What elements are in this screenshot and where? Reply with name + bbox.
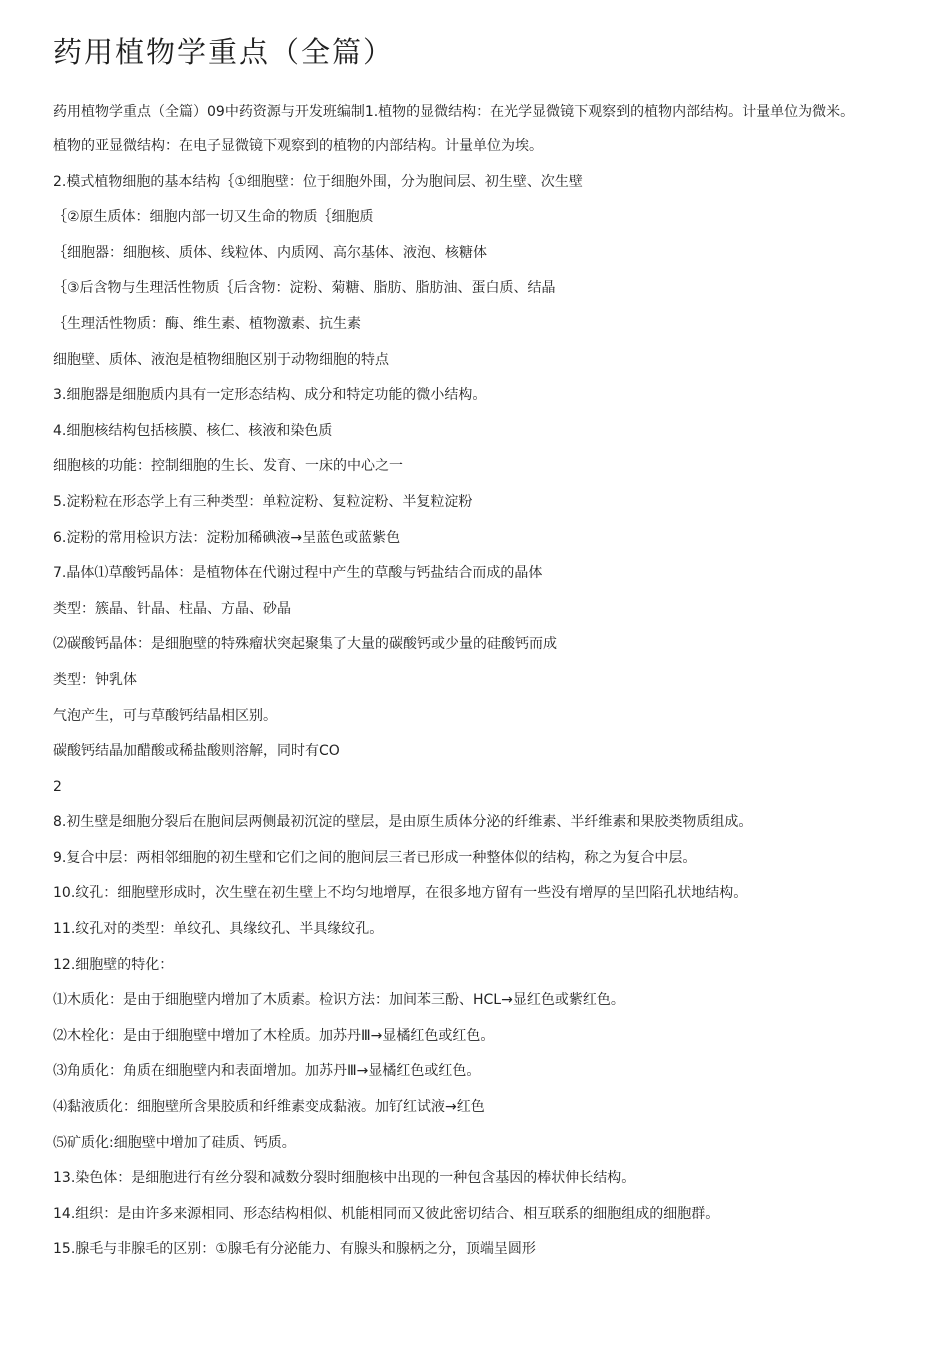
- paragraph: 15.腺毛与非腺毛的区别：①腺毛有分泌能力、有腺头和腺柄之分，顶端呈圆形: [53, 1241, 536, 1258]
- paragraph: 7.晶体⑴草酸钙晶体：是植物体在代谢过程中产生的草酸与钙盐结合而成的晶体: [53, 565, 543, 582]
- paragraph: ⑴木质化：是由于细胞壁内增加了木质素。检识方法：加间苯三酚、HCL→显红色或紫红色。: [53, 992, 625, 1009]
- paragraph: ｛生理活性物质：酶、维生素、植物激素、抗生素: [53, 315, 361, 332]
- paragraph: 5.淀粉粒在形态学上有三种类型：单粒淀粉、复粒淀粉、半复粒淀粉: [53, 493, 473, 510]
- document-body: [53, 103, 908, 1275]
- paragraph: ｛②原生质体：细胞内部一切又生命的物质｛细胞质: [53, 209, 374, 226]
- document-title: 药用植物学重点（全篇）: [53, 35, 395, 69]
- paragraph: ｛③后含物与生理活性物质｛后含物：淀粉、菊糖、脂肪、脂肪油、蛋白质、结晶: [53, 280, 556, 297]
- paragraph: 6.淀粉的常用检识方法：淀粉加稀碘液→呈蓝色或蓝紫色: [53, 529, 401, 546]
- paragraph: ⑶角质化：角质在细胞壁内和表面增加。加苏丹Ⅲ→显橘红色或红色。: [53, 1063, 481, 1080]
- paragraph: 细胞壁、质体、液泡是植物细胞区别于动物细胞的特点: [53, 351, 389, 368]
- paragraph: 12.细胞壁的特化：: [53, 956, 174, 973]
- paragraph: 药用植物学重点（全篇）09中药资源与开发班编制1.植物的显微结构：在光学显微镜下观察到的植物内部结构。计量单位为微米。: [53, 104, 855, 120]
- paragraph: ⑵木栓化：是由于细胞壁中增加了木栓质。加苏丹Ⅲ→显橘红色或红色。: [53, 1027, 495, 1044]
- paragraph: ｛细胞器：细胞核、质体、线粒体、内质网、高尔基体、液泡、核糖体: [53, 244, 487, 261]
- paragraph: 气泡产生，可与草酸钙结晶相区别。: [53, 707, 277, 724]
- paragraph: ⑸矿质化:细胞壁中增加了硅质、钙质。: [53, 1134, 296, 1151]
- paragraph: 碳酸钙结晶加醋酸或稀盐酸则溶解，同时有CO: [53, 743, 340, 760]
- paragraph: 类型：簇晶、针晶、柱晶、方晶、砂晶: [53, 600, 291, 617]
- paragraph: 2.模式植物细胞的基本结构｛①细胞壁：位于细胞外围，分为胞间层、初生壁、次生壁: [53, 173, 583, 190]
- paragraph: ⑷黏液质化：细胞壁所含果胶质和纤维素变成黏液。加钌红试液→红色: [53, 1099, 485, 1116]
- paragraph: 13.染色体：是细胞进行有丝分裂和减数分裂时细胞核中出现的一种包含基因的棒状伸长结构。: [53, 1170, 636, 1187]
- paragraph: 10.纹孔：细胞壁形成时，次生壁在初生壁上不均匀地增厚，在很多地方留有一些没有增厚的呈凹陷孔状地结构。: [53, 885, 748, 902]
- paragraph: 类型：钟乳体: [53, 671, 137, 688]
- paragraph: 4.细胞核结构包括核膜、核仁、核液和染色质: [53, 422, 333, 439]
- paragraph: 14.组织：是由许多来源相同、形态结构相似、机能相同而又彼此密切结合、相互联系的细胞组成的细胞群。: [53, 1205, 720, 1222]
- paragraph: 细胞核的功能：控制细胞的生长、发育、一床的中心之一: [53, 458, 403, 475]
- paragraph: 3.细胞器是细胞质内具有一定形态结构、成分和特定功能的微小结构。: [53, 387, 487, 404]
- paragraph: 植物的亚显微结构：在电子显微镜下观察到的植物的内部结构。计量单位为埃。: [53, 138, 543, 154]
- paragraph: 11.纹孔对的类型：单纹孔、具缘纹孔、半具缘纹孔。: [53, 921, 384, 938]
- paragraph: 9.复合中层：两相邻细胞的初生壁和它们之间的胞间层三者已形成一种整体似的结构，称之为复合中层。: [53, 849, 697, 866]
- paragraph: 8.初生壁是细胞分裂后在胞间层两侧最初沉淀的壁层，是由原生质体分泌的纤维素、半纤维素和果胶类物质组成。: [53, 814, 753, 831]
- paragraph: ⑵碳酸钙晶体：是细胞壁的特殊瘤状突起聚集了大量的碳酸钙或少量的硅酸钙而成: [53, 636, 557, 653]
- paragraph: 2: [53, 778, 62, 795]
